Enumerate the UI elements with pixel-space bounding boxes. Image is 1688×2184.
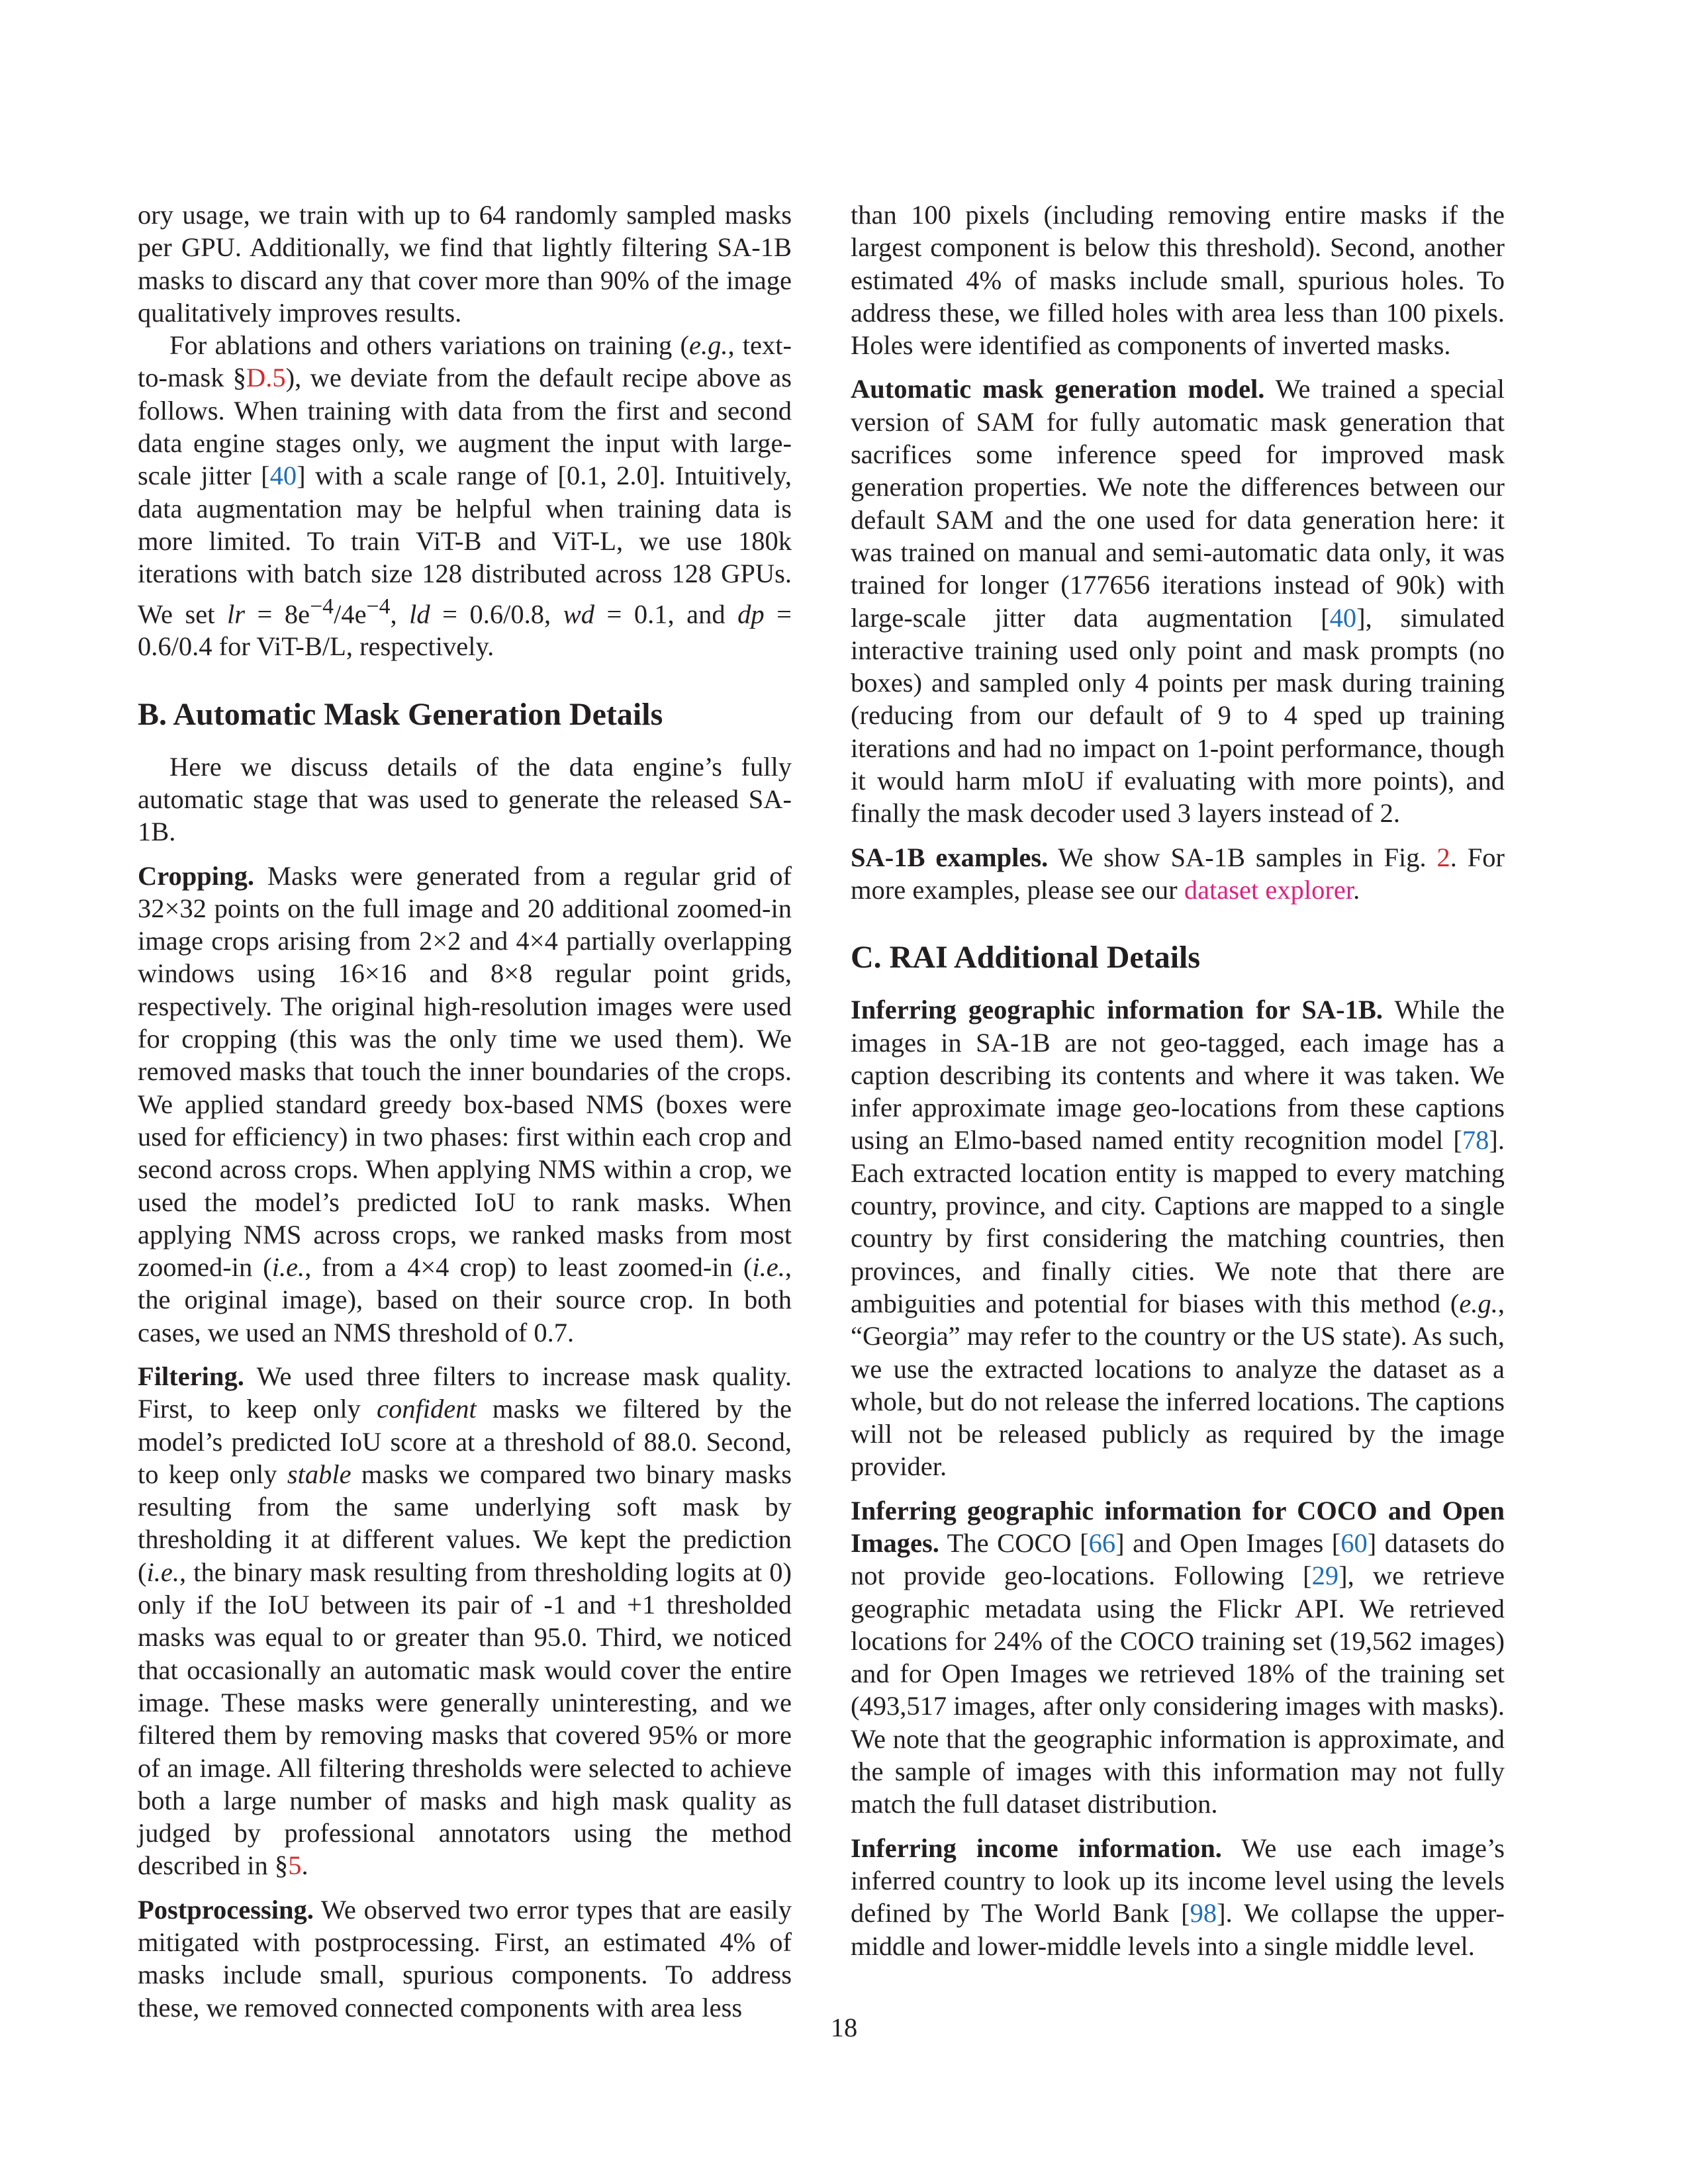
text-span: , from a 4×4 crop) to least zoomed-in ( — [305, 1252, 753, 1283]
page-number: 18 — [830, 2013, 858, 2042]
text-span: /4e — [334, 599, 367, 629]
text-span: = 8e — [245, 599, 310, 629]
text-span: ]. We collapse the upper-middle and lower-middle levels into a single middle level. — [851, 1898, 1505, 1961]
paragraph-postprocessing-continued: than 100 pixels (including removing entire masks if the largest component is below this threshold). Second, another estimated 4% of masks include small, spurious holes. To address these, we filled holes with area less than 100 pixels. Holes were identified as components of inverted masks. — [851, 200, 1505, 361]
text-span: The COCO [ — [939, 1527, 1089, 1558]
section-heading-b: B. Automatic Mask Generation Details — [138, 696, 663, 732]
paragraph-intro: Here we discuss details of the data engine’s fully automatic stage that was used to generate the released SA-1B. — [138, 751, 792, 847]
math-wd: wd — [563, 599, 594, 629]
citation-link-66[interactable]: 66 — [1088, 1527, 1116, 1558]
paragraph-postprocessing — [138, 1893, 792, 2024]
abbrev-eg: e.g. — [688, 330, 728, 361]
text-span: . — [1353, 874, 1360, 905]
text-span: We use each image’s inferred country to look up its income level using the levels defined by The World Bank [ — [851, 1833, 1505, 1929]
run-in-heading-postprocessing: Postprocessing. — [138, 1894, 314, 1925]
citation-link-29[interactable]: 29 — [1311, 1561, 1339, 1591]
run-in-heading-filtering: Filtering. — [138, 1361, 244, 1391]
section-link-5[interactable]: 5 — [288, 1850, 302, 1881]
paragraph-geo-sa1b — [851, 993, 1505, 1482]
text-span: = 0.6/0.8, — [430, 599, 563, 629]
text-span: . For more examples, please see our — [851, 842, 1505, 905]
text-span: ], we retrieve geographic metadata using the Flickr API. We retrieved locations for 24% of the COCO training set (19,562 images) and for Open Images we retrieved 18% of the training set (493,517 images, after only considering images with masks). We note that the geographic information is approximate, and the sample of images with this information may not fully match the full dataset distribution. — [851, 1561, 1505, 1819]
run-in-heading-cropping: Cropping. — [138, 860, 254, 891]
paragraph-income — [851, 1832, 1505, 1962]
text-span: , the binary mask resulting from thresholding logits at 0) only if the IoU between its pair of -1 and +1 thresholded masks was equal to or greater than 95.0. Third, we noticed that occasionally an automatic mask would cover the entire image. These masks were generally uninteresting, and we filtered them by removing masks that covered 95% or more of an image. All filtering thresholds were selected to achieve both a large number of masks and high mask quality as judged by professional annotators using the method described in § — [138, 1557, 792, 1881]
text-span: masks we filtered by the model’s predicted IoU score at a threshold of 88.0. Second, to keep only — [138, 1394, 792, 1489]
math-exponent: −4 — [366, 594, 391, 619]
left-column — [138, 199, 792, 2024]
paragraph-amg-model — [851, 373, 1505, 829]
run-in-heading-geo-sa1b: Inferring geographic information for SA-1B. — [851, 995, 1383, 1025]
paragraph-geo-coco — [851, 1494, 1505, 1821]
run-in-heading-sa1b-examples: SA-1B examples. — [851, 842, 1049, 872]
text-span: While the images in SA-1B are not geo-tagged, each image has a caption describing its contents and where it was taken. We infer approximate image geo-locations from these captions using an Elmo-based named entity recognition model [ — [851, 995, 1505, 1156]
run-in-heading-amg-model: Automatic mask generation model. — [851, 374, 1265, 404]
abbrev-ie: i.e. — [146, 1557, 179, 1587]
paragraph-filtering — [138, 1360, 792, 1882]
abbrev-eg: e.g. — [1459, 1288, 1498, 1318]
text-span: ] datasets do not provide geo-locations. Following [ — [851, 1527, 1505, 1591]
paragraph-ablations — [138, 329, 792, 662]
citation-link-78[interactable]: 78 — [1462, 1125, 1489, 1156]
text-span: ] with a scale range of [0.1, 2.0]. Intuitively, data augmentation may be helpful when training data is more limited. To train ViT-B and ViT-L, we use 180k iterations with batch size 128 distributed across 128 GPUs. We set — [138, 461, 792, 629]
emphasis-stable: stable — [287, 1459, 352, 1489]
text-span: , — [390, 599, 410, 629]
text-span: ], simulated interactive training used only point and mask prompts (no boxes) and sampled only 4 points per mask during training (reducing from our default of 9 to 4 sped up training iterations and had no impact on 1-point performance, though it would harm mIoU if evaluating with more points), and finally the mask decoder used 3 layers instead of 2. — [851, 602, 1505, 829]
text-span: ] and Open Images [ — [1115, 1527, 1341, 1558]
abbrev-ie: i.e. — [271, 1252, 305, 1283]
text-span: ), we deviate from the default recipe above as follows. When training with data from the first and second data engine stages only, we augment the input with large-scale jitter [ — [138, 363, 792, 491]
text-span: We trained a special version of SAM for fully automatic mask generation that sacrifices some inference speed for improved mask generation properties. We note the differences between our default SAM and the one used for data generation here: it was trained on manual and semi-automatic data only, it was trained for longer (177656 iterations instead of 90k) with large-scale jitter data augmentation [ — [851, 374, 1505, 633]
citation-link-40[interactable]: 40 — [1329, 602, 1357, 633]
text-span: = 0.6/0.4 for ViT-B/L, respectively. — [138, 599, 792, 662]
abbrev-ie: i.e. — [752, 1252, 785, 1283]
text-span: . — [301, 1850, 308, 1881]
text-span: , the original image), based on their source crop. In both cases, we used an NMS threshold of 0.7. — [138, 1252, 792, 1347]
text-span: Masks were generated from a regular grid of 32×32 points on the full image and 20 additional zoomed-in image crops arising from 2×2 and 4×4 partially overlapping windows using 16×16 and 8×8 regular point grids, respectively. The original high-resolution images were used for cropping (this was the only time we used them). We removed masks that touch the inner boundaries of the crops. We applied standard greedy box-based NMS (boxes were used for efficiency) in two phases: first within each crop and second across crops. When applying NMS within a crop, we used the model’s predicted IoU to rank masks. When applying NMS across crops, we ranked masks from most zoomed-in ( — [138, 860, 792, 1283]
text-span: We show SA-1B samples in Fig. — [1048, 842, 1437, 872]
citation-link-40[interactable]: 40 — [269, 461, 297, 491]
text-span: , text-to-mask § — [138, 330, 792, 393]
text-span: For ablations and others variations on training ( — [169, 330, 689, 361]
citation-link-60[interactable]: 60 — [1340, 1527, 1368, 1558]
run-in-heading-geo-coco: Inferring geographic information for COCO and Open Images. — [851, 1495, 1505, 1558]
text-span: We observed two error types that are easily mitigated with postprocessing. First, an estimated 4% of masks include small, spurious components. To address these, we removed connected components with area less — [138, 1894, 792, 2023]
text-span: , “Georgia” may refer to the country or the US state). As such, we use the extracted locations to analyze the dataset as a whole, but do not release the inferred locations. The captions will not be released publicly as required by the image provider. — [851, 1288, 1505, 1482]
citation-link-98[interactable]: 98 — [1190, 1898, 1217, 1929]
right-column — [851, 199, 1505, 1962]
text-span: = 0.1, and — [594, 599, 738, 629]
text-span: ]. Each extracted location entity is mapped to every matching country, province, and city. Captions are mapped to a single country by first considering the matching countries, then provinces, and finally cities. We note that there are ambiguities and potential for biases with this method ( — [851, 1125, 1505, 1318]
text-span: masks we compared two binary masks resulting from the same underlying soft mask by thresholding it at different values. We kept the prediction ( — [138, 1459, 792, 1587]
paragraph-cropping — [138, 860, 792, 1349]
emphasis-confident: confident — [377, 1394, 477, 1424]
paragraph-sa1b-examples — [851, 841, 1505, 907]
math-dp: dp — [737, 599, 765, 629]
figure-link-2[interactable]: 2 — [1436, 842, 1450, 872]
run-in-heading-income: Inferring income information. — [851, 1833, 1222, 1863]
section-link-d5[interactable]: D.5 — [246, 363, 286, 393]
math-ld: ld — [409, 599, 430, 629]
math-lr: lr — [227, 599, 246, 629]
paragraph-training-continued: ory usage, we train with up to 64 randomly sampled masks per GPU. Additionally, we find that lightly filtering SA-1B masks to discard any that cover more than 90% of the image qualitatively improves results. — [138, 200, 792, 328]
section-heading-c: C. RAI Additional Details — [851, 940, 1201, 976]
dataset-explorer-link[interactable]: dataset explorer — [1184, 874, 1354, 905]
math-exponent: −4 — [310, 594, 334, 619]
text-span: We used three filters to increase mask quality. First, to keep only — [138, 1361, 792, 1424]
